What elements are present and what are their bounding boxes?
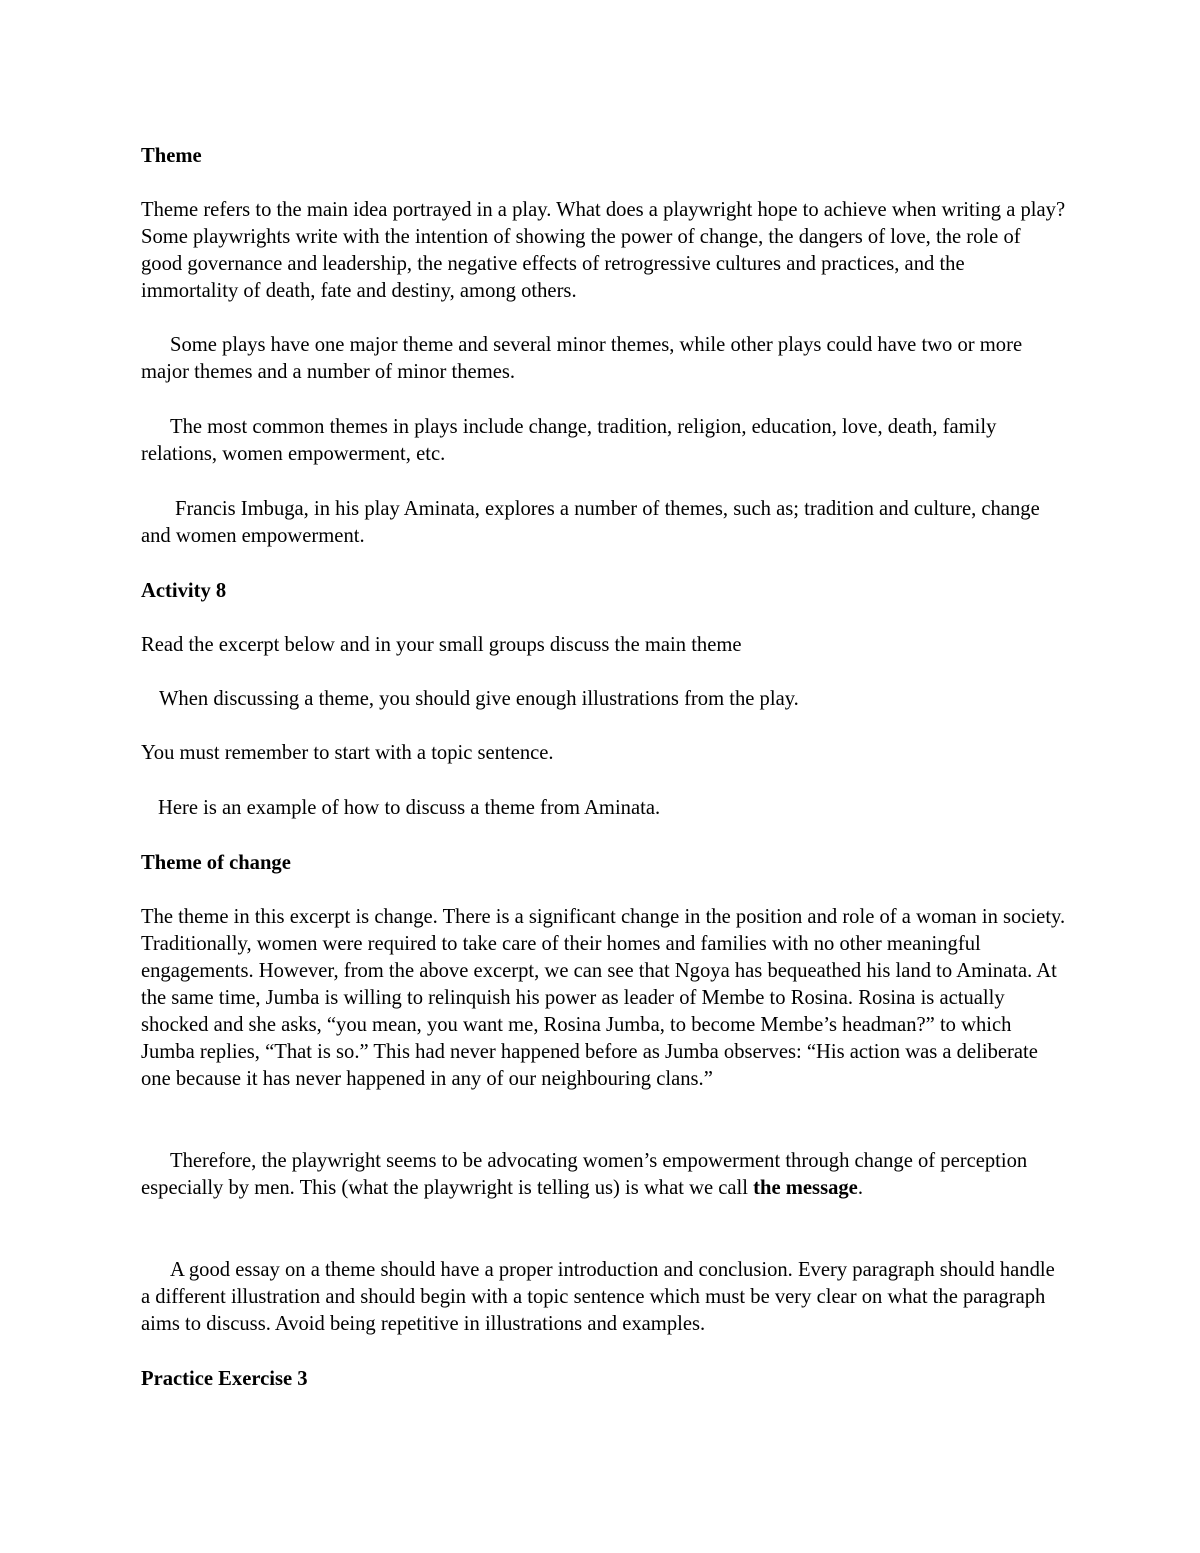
paragraph-topic-sentence-note: You must remember to start with a topic sentence.: [141, 742, 554, 764]
paragraph-example-intro: Here is an example of how to discuss a theme from Aminata.: [158, 797, 661, 819]
paragraph-imbuga-themes: Francis Imbuga, in his play Aminata, explores a number of themes, such as; tradition and culture, change and women empowerment.: [141, 498, 1040, 547]
paragraph-illustrations-note: When discussing a theme, you should give enough illustrations from the play.: [159, 688, 799, 710]
paragraph-change-discussion: The theme in this excerpt is change. There is a significant change in the position and role of a woman in society. Traditionally, women were required to take care of their homes and families with no other meaningful engagements. However, from the above excerpt, we can see that Ngoya has bequeathed his land to Aminata. At the same time, Jumba is willing to relinquish his power as leader of Membe to Rosina. Rosina is actually shocked and she asks, “you mean, you want me, Rosina Jumba, to become Membe’s headman?” to which Jumba replies, “That is so.” This had never happened before as Jumba observes: “His action was a deliberate one because it has never happened in any of our neighbouring clans.”: [141, 906, 1066, 1090]
paragraph-essay-advice: A good essay on a theme should have a proper introduction and conclusion. Every paragraph should handle a different illustration and should begin with a topic sentence which must be very clear on what the paragraph aims to discuss. Avoid being repetitive in illustrations and examples.: [141, 1259, 1055, 1335]
paragraph-message: [141, 1148, 1066, 1202]
paragraph-activity-instruction: Read the excerpt below and in your small groups discuss the main theme: [141, 634, 742, 656]
message-period: .: [857, 1177, 863, 1199]
paragraph-theme-definition: Theme refers to the main idea portrayed in a play. What does a playwright hope to achieve when writing a play? Some playwrights write with the intention of showing the power of change, the dangers of love, the role of good governance and leadership, the negative effects of retrogressive cultures and practices, and the immortality of death, fate and destiny, among others.: [141, 199, 1066, 302]
heading-practice-exercise-3: Practice Exercise 3: [141, 1368, 308, 1390]
paragraph-common-themes: The most common themes in plays include change, tradition, religion, education, love, death, family relations, women empowerment, etc.: [141, 416, 997, 465]
paragraph-major-minor-themes: Some plays have one major theme and several minor themes, while other plays could have two or more major themes and a number of minor themes.: [141, 334, 1023, 383]
heading-theme-of-change: Theme of change: [141, 852, 291, 874]
message-text: Therefore, the playwright seems to be advocating women’s empowerment through change of perception especially by men. This (what the playwright is telling us) is what we call: [141, 1150, 1028, 1199]
message-term: the message: [753, 1177, 858, 1199]
heading-activity-8: Activity 8: [141, 580, 227, 602]
heading-theme: Theme: [141, 145, 202, 167]
